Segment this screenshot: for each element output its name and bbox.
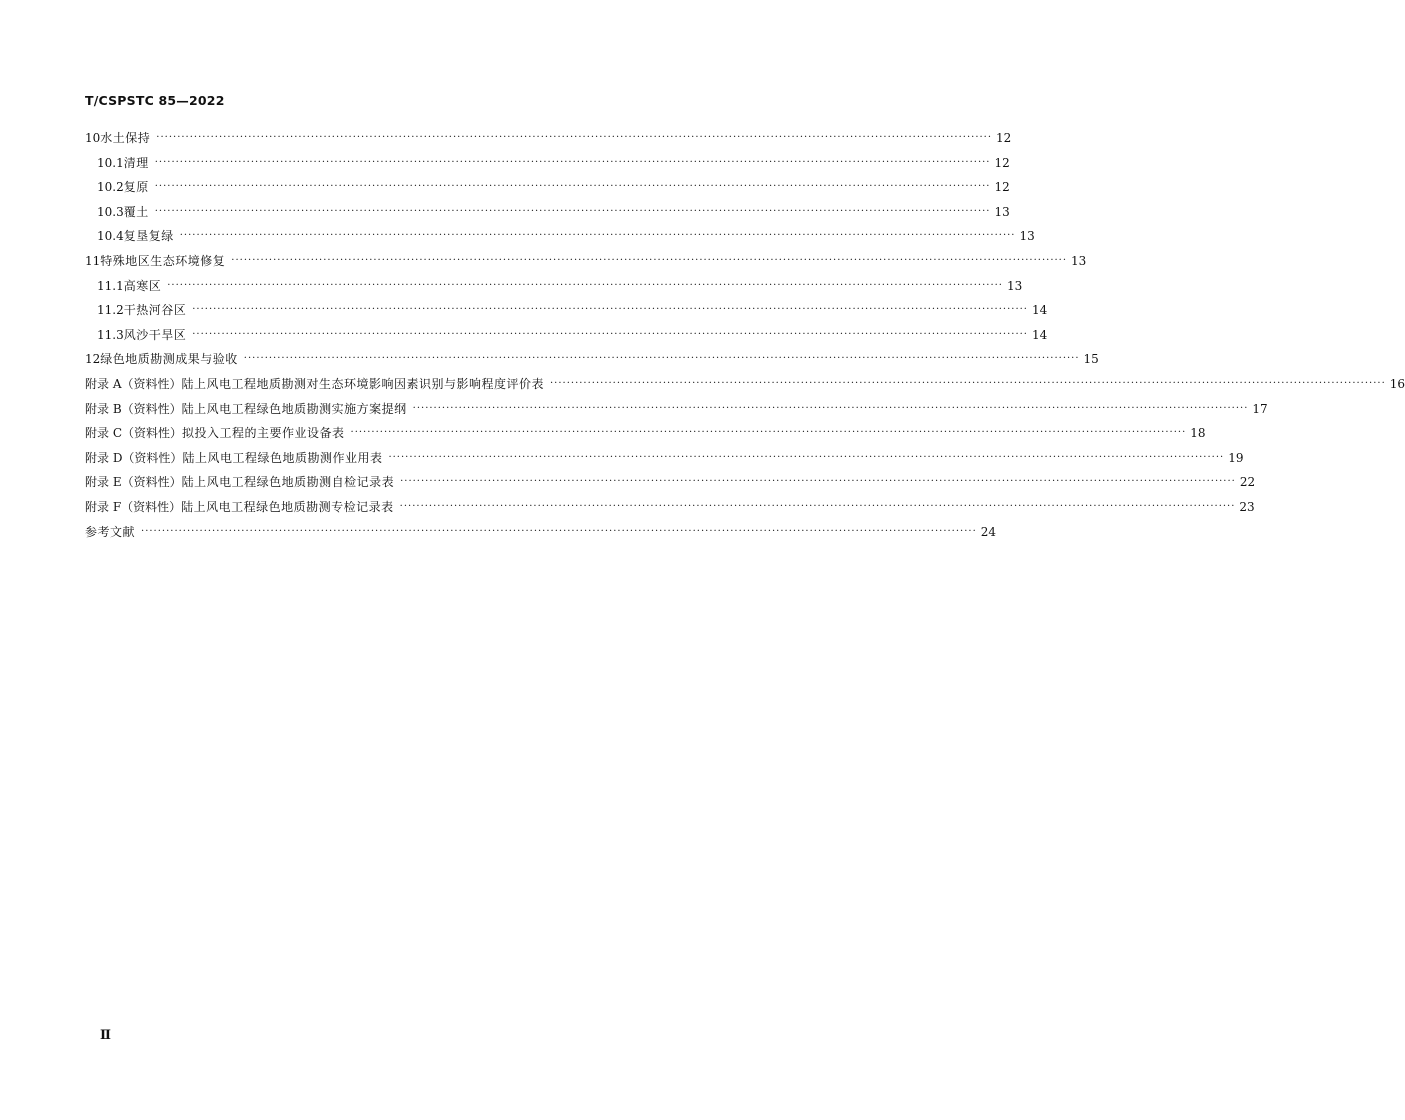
toc-entry-number: 11.3 bbox=[97, 327, 124, 342]
toc-dot-leader: ········································································································································································································ bbox=[412, 402, 1249, 414]
toc-dot-leader: ········································································································································································································ bbox=[399, 500, 1236, 512]
toc-dot-leader: ········································································································································································································ bbox=[550, 377, 1386, 389]
toc-entry-title: 水土保持 bbox=[100, 131, 151, 145]
toc-entry-page: 19 bbox=[1228, 450, 1244, 465]
toc-entry-number: 附录 F（资料性） bbox=[85, 499, 182, 514]
toc-dot-leader: ········································································································································································································ bbox=[350, 427, 1187, 439]
toc-entry[interactable] bbox=[85, 126, 1012, 151]
toc-dot-leader: ········································································································································································································ bbox=[154, 156, 991, 168]
toc-entry-page: 13 bbox=[1019, 229, 1035, 244]
toc-entry-page: 13 bbox=[994, 204, 1010, 219]
toc-entry-title: 风沙干旱区 bbox=[123, 327, 187, 342]
toc-entry-number: 附录 B（资料性） bbox=[85, 401, 182, 416]
toc-entry-page: 15 bbox=[1083, 352, 1099, 367]
document-code-header: T/CSPSTC 85—2022 bbox=[85, 93, 225, 108]
toc-entry-title: 高寒区 bbox=[123, 278, 162, 293]
toc-entry-page: 14 bbox=[1031, 303, 1048, 318]
toc-entry-number: 附录 C（资料性） bbox=[85, 426, 182, 441]
toc-entry-title: 复垦复绿 bbox=[123, 229, 174, 244]
toc-dot-leader: ········································································································································································································ bbox=[231, 254, 1068, 266]
toc-entry[interactable] bbox=[85, 347, 1099, 372]
toc-entry-number: 11.2 bbox=[97, 303, 124, 318]
toc-dot-leader: ········································································································································································································ bbox=[388, 451, 1225, 463]
toc-entry-page: 12 bbox=[994, 180, 1010, 195]
toc-entry-title: 陆上风电工程绿色地质勘测自检记录表 bbox=[181, 475, 395, 490]
toc-entry[interactable] bbox=[85, 200, 1010, 225]
toc-entry-title: 干热河谷区 bbox=[123, 303, 187, 318]
toc-entry-title: 参考文献 bbox=[85, 524, 136, 539]
toc-entry-page: 16 bbox=[1389, 376, 1405, 391]
toc-entry-number: 10.2 bbox=[97, 180, 124, 195]
toc-dot-leader: ········································································································································································································ bbox=[192, 304, 1028, 316]
toc-entry-number: 附录 A（资料性） bbox=[85, 376, 182, 391]
toc-entry[interactable] bbox=[85, 151, 1010, 176]
toc-entry-number: 10.4 bbox=[97, 229, 124, 244]
toc-entry-page: 18 bbox=[1190, 426, 1206, 441]
toc-entry-page: 24 bbox=[980, 524, 997, 539]
toc-entry[interactable] bbox=[85, 175, 1010, 200]
toc-entry-page: 17 bbox=[1252, 401, 1268, 416]
toc-entry[interactable] bbox=[85, 298, 1048, 323]
toc-entry-title: 覆土 bbox=[123, 204, 149, 219]
toc-entry-number: 11.1 bbox=[97, 278, 124, 293]
toc-entry-title: 复原 bbox=[123, 180, 149, 195]
toc-dot-leader: ········································································································································································································ bbox=[154, 181, 991, 193]
toc-entry[interactable] bbox=[85, 520, 997, 545]
toc-entry-page: 13 bbox=[1071, 253, 1087, 268]
toc-entry-number: 10.1 bbox=[97, 155, 124, 170]
toc-entry[interactable] bbox=[85, 274, 1023, 299]
table-of-contents bbox=[85, 126, 1405, 544]
toc-dot-leader: ········································································································································································································ bbox=[192, 328, 1028, 340]
page-number: Ⅱ bbox=[100, 1028, 111, 1043]
toc-entry[interactable] bbox=[85, 249, 1087, 274]
toc-dot-leader: ········································································································································································································ bbox=[400, 476, 1236, 488]
toc-entry[interactable] bbox=[85, 446, 1244, 471]
toc-entry-page: 14 bbox=[1031, 327, 1048, 342]
toc-entry-title: 陆上风电工程绿色地质勘测作业用表 bbox=[182, 450, 383, 465]
toc-entry-page: 12 bbox=[996, 131, 1012, 145]
toc-entry[interactable] bbox=[85, 421, 1206, 446]
toc-entry-number: 12 bbox=[85, 352, 101, 367]
toc-dot-leader: ········································································································································································································ bbox=[179, 230, 1016, 242]
toc-entry-number: 10.3 bbox=[97, 204, 124, 219]
toc-dot-leader: ········································································································································································································ bbox=[156, 132, 993, 143]
toc-entry[interactable] bbox=[85, 323, 1048, 348]
toc-entry-title: 陆上风电工程绿色地质勘测专检记录表 bbox=[181, 499, 394, 514]
toc-entry-title: 绿色地质勘测成果与验收 bbox=[100, 352, 238, 367]
toc-entry-number: 10 bbox=[85, 131, 101, 145]
toc-dot-leader: ········································································································································································································ bbox=[141, 525, 977, 537]
toc-entry-title: 清理 bbox=[123, 155, 149, 170]
toc-dot-leader: ········································································································································································································ bbox=[167, 279, 1003, 291]
toc-entry-title: 特殊地区生态环境修复 bbox=[100, 253, 226, 268]
toc-dot-leader: ········································································································································································································ bbox=[243, 353, 1080, 365]
toc-entry-title: 陆上风电工程地质勘测对生态环境影响因素识别与影响程度评价表 bbox=[181, 376, 544, 391]
toc-entry-number: 附录 D（资料性） bbox=[85, 450, 183, 465]
toc-entry-page: 12 bbox=[994, 155, 1010, 170]
toc-entry[interactable] bbox=[85, 495, 1255, 520]
toc-entry[interactable] bbox=[85, 224, 1035, 249]
toc-entry-page: 13 bbox=[1006, 278, 1023, 293]
toc-entry-title: 陆上风电工程绿色地质勘测实施方案提纲 bbox=[181, 401, 407, 416]
toc-entry[interactable] bbox=[85, 372, 1405, 397]
toc-entry-page: 22 bbox=[1239, 475, 1256, 490]
toc-entry[interactable] bbox=[85, 397, 1268, 422]
toc-entry-number: 附录 E（资料性） bbox=[85, 475, 182, 490]
toc-dot-leader: ········································································································································································································ bbox=[154, 205, 991, 217]
toc-entry[interactable] bbox=[85, 470, 1256, 495]
toc-entry-title: 拟投入工程的主要作业设备表 bbox=[182, 426, 345, 441]
toc-entry-page: 23 bbox=[1239, 499, 1255, 514]
toc-entry-number: 11 bbox=[85, 253, 101, 268]
